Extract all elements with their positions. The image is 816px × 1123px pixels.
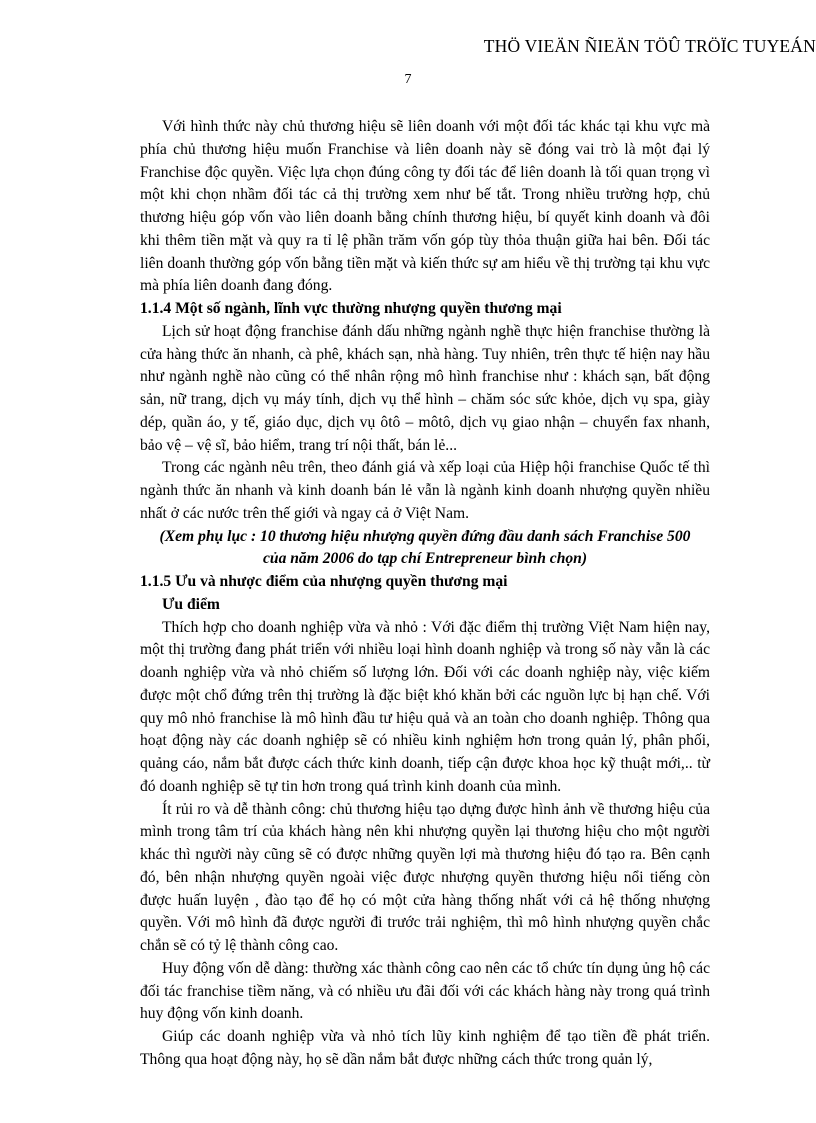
paragraph-experience: Giúp các doanh nghiệp vừa và nhỏ tích lũy kinh nghiệm để tạo tiền đề phát triển. Thông qua hoạt động này, họ sẽ dần nắm bắt được những cách thức trong quản lý, (140, 1028, 710, 1068)
paragraph-history: Lịch sử hoạt động franchise đánh dấu những ngành nghề thực hiện franchise thường là cửa hàng thức ăn nhanh, cà phê, khách sạn, nhà hàng. Tuy nhiên, trên thực tế hiện nay hầu như ngành nghề nào cũng có thể nhân rộng mô hình franchise như : khách sạn, bất động sản, nữ trang, dịch vụ máy tính, dịch vụ thể hình – chăm sóc sức khỏe, dịch vụ spa, giày dép, quần áo, y tế, giáo dục, dịch vụ ôtô – môtô, dịch vụ giao nhận – chuyển fax nhanh, bảo vệ – vệ sĩ, bảo hiểm, trang trí nội thất, bán lẻ... (140, 322, 710, 454)
paragraph-capital: Huy động vốn dễ dàng: thường xác thành công cao nên các tổ chức tín dụng ủng hộ các đối tác franchise tiềm năng, và có nhiều ưu đãi đối với các khách hàng này trong quá trình huy động vốn kinh doanh. (140, 959, 710, 1023)
paragraph-joint-venture: Với hình thức này chủ thương hiệu sẽ liên doanh với một đối tác khác tại khu vực mà phía chủ thương hiệu muốn Franchise và liên doanh này sẽ đóng vai trò là một đại lý Franchise độc quyền. Việc lựa chọn đúng công ty đối tác để liên doanh là tối quan trọng vì một khi chọn nhầm đối tác cả thị trường xem như bế tắt. Trong nhiều trường hợp, chủ thương hiệu góp vốn vào liên doanh bằng chính thương hiệu, bí quyết kinh doanh và đôi khi thêm tiền mặt và quy ra tỉ lệ phần trăm vốn góp tùy thỏa thuận giữa hai bên. Đối tác liên doanh thường góp vốn bằng tiền mặt và kiến thức sự am hiểu về thị trường tại khu vực mà phía liên doanh đang đóng. (140, 118, 710, 295)
section-heading-1-1-4: 1.1.4 Một số ngành, lĩnh vực thường nhượng quyền thương mại (140, 300, 562, 317)
appendix-note-line-2: của năm 2006 do tạp chí Entrepreneur bình chọn) (262, 550, 588, 568)
section-heading-1-1-5: 1.1.5 Ưu và nhược điểm của nhượng quyền thương mại (140, 573, 508, 590)
appendix-note-line-1: (Xem phụ lục : 10 thương hiệu nhượng quyền đứng đầu danh sách Franchise 500 (159, 527, 691, 545)
paragraph-suitable-sme: Thích hợp cho doanh nghiệp vừa và nhỏ : Với đặc điểm thị trường Việt Nam hiện nay, một thị trường đang phát triển với nhiều loại hình doanh nghiệp và trong số này vẫn là các doanh nghiệp vừa và nhỏ chiếm số lượng lớn. Đối với các doanh nghiệp này, việc kiếm được một chổ đứng trên thị trường là đặc biệt khó khăn bởi các nguồn lực bị hạn chế. Với quy mô nhỏ franchise là mô hình đầu tư hiệu quả và an toàn cho doanh nghiệp. Thông qua hoạt động này các doanh nghiệp sẽ có nhiều kinh nghiệm hơn trong quản lý, phân phối, quảng cáo, nắm bắt được cách thức kinh doanh, tiếp cận được khoa học kỹ thuật mới,.. từ đó doanh nghiệp sẽ tự tin hơn trong quá trình kinh doanh của mình. (140, 618, 710, 795)
site-header: THÖ VIEÄN ÑIEÄN TÖÛ TRÖÏC TUYEÁN (483, 36, 816, 56)
paragraph-low-risk: Ít rủi ro và dễ thành công: chủ thương hiệu tạo dựng được hình ảnh về thương hiệu của mình trong tâm trí của khách hàng nên khi nhượng quyền lại thương hiệu cho một người khác thì người này cũng sẽ có được những quyền lợi mà thương hiệu đó tạo ra. Bên cạnh đó, bên nhận nhượng quyền ngoài việc được nhượng quyền thương hiệu nổi tiếng còn được huấn luyện , đào tạo để họ có một cửa hàng thống nhất với cả hệ thống nhượng quyền. Với mô hình đã được người đi trước trải nghiệm, thì mô hình nhượng quyền chắc chắn sẽ có tỷ lệ thành công cao. (140, 800, 710, 954)
page-number: 7 (404, 72, 412, 87)
document-body (140, 116, 710, 1072)
paragraph-ranking: Trong các ngành nêu trên, theo đánh giá và xếp loại của Hiệp hội franchise Quốc tế thì ngành thức ăn nhanh và kinh doanh bán lẻ vẫn là ngành kinh doanh nhượng quyền nhiều nhất ở các nước trên thế giới và ngay cả ở Việt Nam. (140, 459, 710, 522)
subheading-advantages: Ưu điểm (162, 595, 220, 613)
